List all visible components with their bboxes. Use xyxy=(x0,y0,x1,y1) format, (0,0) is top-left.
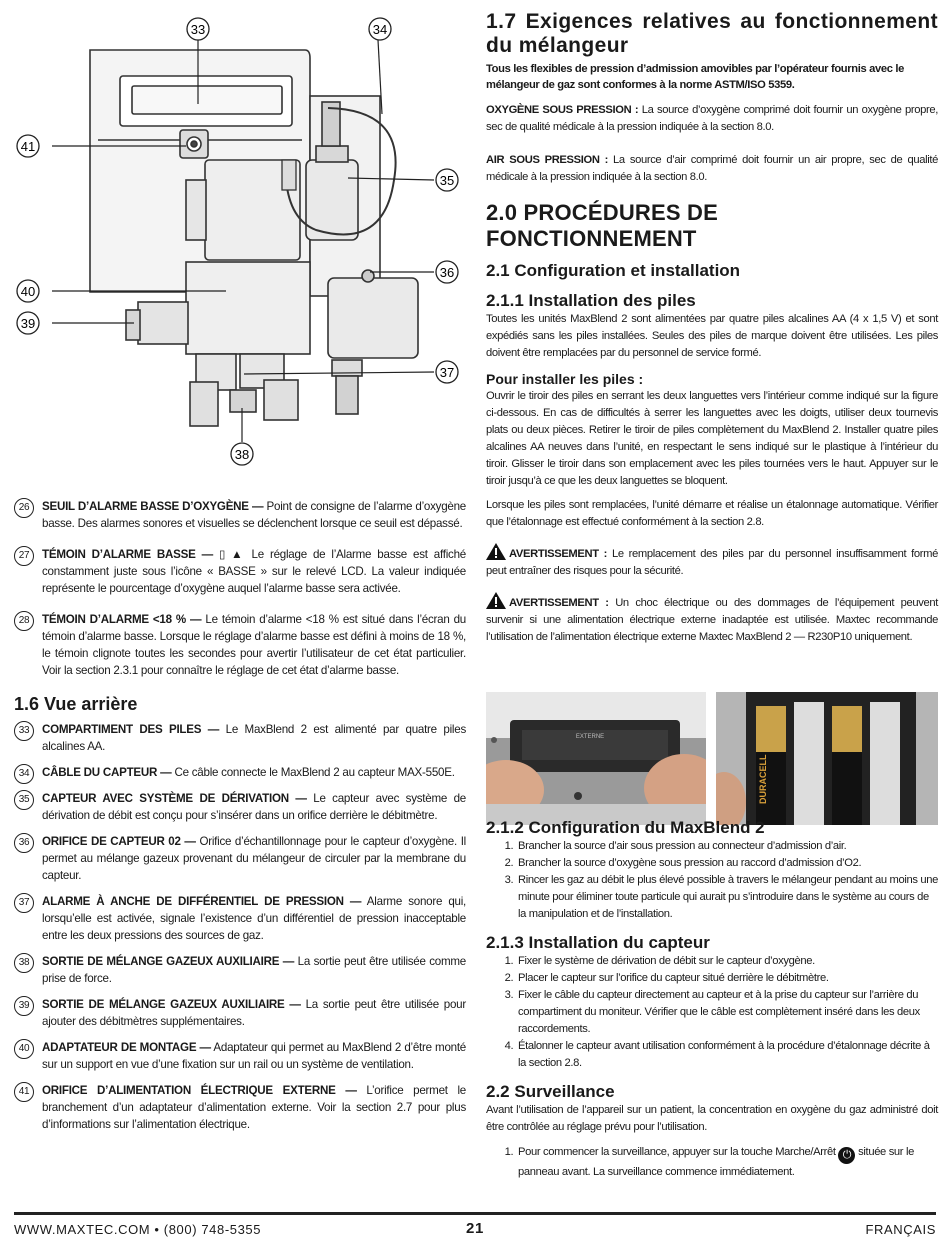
item-text: L’orifice permet le branchement d’un adaptateur d’alimentation externe. Voir la section 2.7 pour plus d’informations sur l’alimentation électrique. xyxy=(42,1084,466,1131)
item-text: Le MaxBlend 2 est alimenté par quatre piles alcalines AA. xyxy=(42,723,466,753)
warning-icon xyxy=(486,543,506,560)
item-text: Orifice d’échantillonnage pour le capteur d’oxygène. Il permet au mélange gazeux provenant du mélangeur de circuler par la membrane du capteur. xyxy=(42,835,466,882)
s17-air xyxy=(486,152,938,186)
item-number: 38 xyxy=(14,953,34,973)
item-number: 26 xyxy=(14,498,34,518)
item-number: 28 xyxy=(14,611,34,631)
item-41 xyxy=(14,1082,466,1133)
section-heading-2-1-1: 2.1.1 Installation des piles xyxy=(486,291,696,310)
item-text: La sortie peut être utilisée comme prise de force. xyxy=(42,955,467,985)
item-number: 41 xyxy=(14,1082,34,1102)
install-batteries-subheading: Pour installer les piles : xyxy=(486,371,644,387)
battery-brand: DURACELL xyxy=(758,754,768,804)
item-text: La sortie peut être utilisée pour ajouter des débitmètres supplémentaires. xyxy=(42,998,466,1028)
svg-text:35: 35 xyxy=(439,173,455,188)
callout-40 xyxy=(17,280,39,302)
warning-label: AVERTISSEMENT : xyxy=(509,548,608,560)
item-title: ORIFICE D’ALIMENTATION ÉLECTRIQUE EXTERNE — xyxy=(42,1084,357,1097)
section-heading-1-6: 1.6 Vue arrière xyxy=(14,694,138,714)
s213-steps xyxy=(486,953,938,1072)
item-title: COMPARTIMENT DES PILES — xyxy=(42,723,220,736)
item-40 xyxy=(14,1039,466,1073)
item-title: CÂBLE DU CAPTEUR — xyxy=(42,766,172,779)
list-item: 3. Fixer le câble du capteur directement au capteur et à la prise du capteur sur l’arrière du compartiment du moniteur. Vérifier que le câble est complètement inséré dans les deux raccordements. xyxy=(516,987,938,1038)
battery-compartment-photo xyxy=(716,692,938,825)
item-title: TÉMOIN D’ALARME <18 % — xyxy=(42,613,202,626)
list-item: 1. Fixer le système de dérivation de débit sur le capteur d’oxygène. xyxy=(516,953,938,970)
item-number: 40 xyxy=(14,1039,34,1059)
section-heading-2-0: 2.0 PROCÉDURES DE FONCTIONNEMENT xyxy=(486,200,719,251)
warning-text: Le remplacement des piles par du personnel insuffisamment formé peut entraîner des risques pour la sécurité. xyxy=(486,548,939,577)
callout-33 xyxy=(187,18,209,40)
callout-37 xyxy=(436,361,458,383)
item-39 xyxy=(14,996,466,1030)
item-number: 36 xyxy=(14,833,34,853)
item-title: SEUIL D’ALARME BASSE D’OXYGÈNE — xyxy=(42,500,264,513)
callout-36 xyxy=(436,261,458,283)
item-text: Adaptateur qui permet au MaxBlend 2 d’être monté sur un support en vue d’une fixation sur un rail ou un système de ventilation. xyxy=(42,1041,467,1071)
item-title: CAPTEUR AVEC SYSTÈME DE DÉRIVATION — xyxy=(42,792,307,805)
callout-38 xyxy=(231,443,253,465)
svg-text:38: 38 xyxy=(234,447,250,462)
warning-label: AVERTISSEMENT : xyxy=(509,597,609,609)
rear-view-items xyxy=(14,721,466,1133)
item-number: 37 xyxy=(14,893,34,913)
reed-alarm-box xyxy=(328,278,418,358)
callout-41 xyxy=(17,135,39,157)
warning-2 xyxy=(486,592,938,646)
item-title: SORTIE DE MÉLANGE GAZEUX AUXILIAIRE — xyxy=(42,998,301,1011)
oxygen-text: La source d’oxygène comprimé doit fournir un oxygène propre, sec de qualité médicale à la pression indiquée à la section 8.0. xyxy=(486,104,938,133)
list-item xyxy=(516,1144,938,1181)
tray-label: EXTERNE xyxy=(575,734,605,740)
battery-tray-photo xyxy=(486,692,706,825)
footer-contact: WWW.MAXTEC.COM • (800) 748-5355 xyxy=(14,1222,262,1237)
item-number: 35 xyxy=(14,790,34,810)
s17-intro: Tous les flexibles de pression d’admission amovibles par l’opérateur fournis avec le mélangeur de gaz sont conformes à la norme ASTM/ISO 5359. xyxy=(486,63,905,91)
list-item: 3. Rincer les gaz au débit le plus élevé possible à travers le mélangeur pendant au moins une minute pour éliminer toute particule qui aurait pu s’introduire dans le système au cours de la manipulation et de l’installation. xyxy=(516,872,938,923)
item-title: ORIFICE DE CAPTEUR 02 — xyxy=(42,835,196,848)
section-heading-2-1: 2.1 Configuration et installation xyxy=(486,261,741,280)
item-text: Le témoin d’alarme <18 % est situé dans l’écran du témoin d’alarme basse. Lorsque le réglage d’alarme basse est défini à moins de 18 %, le témoin clignote toutes les secondes pour avertir l’utilisateur de cet état particulier. Voir la section 2.3.1 pour connaître le réglage de cet état d’alarme basse. xyxy=(42,613,466,677)
svg-text:33: 33 xyxy=(190,22,206,37)
item-title: ALARME À ANCHE DE DIFFÉRENTIEL DE PRESSION — xyxy=(42,895,362,908)
item-number: 27 xyxy=(14,546,34,566)
air-label: AIR SOUS PRESSION : xyxy=(486,154,609,166)
footer-language: FRANÇAIS xyxy=(865,1222,936,1237)
list-item: 1. Brancher la source d’air sous pression au connecteur d’admission d’air. xyxy=(516,838,938,855)
list-item: 2. Placer le capteur sur l’orifice du capteur situé derrière le débitmètre. xyxy=(516,970,938,987)
svg-text:40: 40 xyxy=(20,284,36,299)
right-column-lower xyxy=(486,818,938,1181)
low-alarm-icon: ▯ ▲ xyxy=(219,548,246,561)
s211-text: Toutes les unités MaxBlend 2 sont alimentées par quatre piles alcalines AA (4 x 1,5 V) et sont expédiés sans les piles installées. Seules des piles de marque doivent être utilisées. Les piles doivent être remplacées par du personnel de service formé. xyxy=(486,313,938,359)
warning-icon xyxy=(486,592,506,609)
item-37 xyxy=(14,893,466,944)
s22-steps xyxy=(486,1144,938,1181)
callout-35 xyxy=(436,169,458,191)
warning-1 xyxy=(486,543,938,580)
item-33 xyxy=(14,721,466,755)
item-title: ADAPTATEUR DE MONTAGE — xyxy=(42,1041,211,1054)
page-number: 21 xyxy=(466,1220,484,1237)
item-title: SORTIE DE MÉLANGE GAZEUX AUXILIAIRE — xyxy=(42,955,295,968)
s17-oxygen xyxy=(486,102,938,136)
install-batteries-text: Ouvrir le tiroir des piles en serrant les deux languettes vers l’intérieur comme indiqué sur la figure ci-dessous. En cas de difficultés à serrer les languettes avec les doigts, utiliser deux tournevis plats ou deux pièces. Retirer le tiroir de piles complètement du MaxBlend 2. Installer quatre piles alcalines AA neuves dans l’unité, en respectant le sens indiqué sur le plastique à l’intérieur du tiroir. Glisser le tiroir dans son emplacement avec les piles tournées vers le haut. Appuyer sur le tiroir jusqu’à ce que les deux languettes se bloquent. xyxy=(486,390,938,487)
svg-text:41: 41 xyxy=(20,139,36,154)
battery-replace-text: Lorsque les piles sont remplacées, l’unité démarre et réalise un étalonnage automatique. Vérifier que l’étalonnage est effectué conformément à la section 2.8. xyxy=(486,499,938,528)
section-heading-2-1-3: 2.1.3 Installation du capteur xyxy=(486,933,710,952)
item-36 xyxy=(14,833,466,884)
callout-34 xyxy=(369,18,391,40)
item-title: TÉMOIN D’ALARME BASSE — xyxy=(42,548,213,561)
svg-text:37: 37 xyxy=(439,365,455,380)
item-text: Le réglage de l’Alarme basse est affiché constamment juste sous l’icône « BASSE » sur le relevé LCD. La valeur indiquée représente le pourcentage d’oxygène auquel l’alarme basse sera activée. xyxy=(42,548,466,595)
item-text: Ce câble connecte le MaxBlend 2 au capteur MAX-550E. xyxy=(171,766,455,779)
item-35 xyxy=(14,790,466,824)
item-27 xyxy=(14,546,466,597)
s22-text: Avant l’utilisation de l’appareil sur un patient, la concentration en oxygène du gaz administré doit être contrôlée au réglage prévu pour l’utilisation. xyxy=(486,1104,938,1133)
list-item: 4. Étalonner le capteur avant utilisation conformément à la procédure d’étalonnage décrite à la section 2.8. xyxy=(516,1038,938,1072)
power-icon: ⏻ xyxy=(838,1147,855,1164)
step-text-b: située sur le panneau avant. La surveillance commence immédiatement. xyxy=(518,1146,914,1178)
svg-text:34: 34 xyxy=(372,22,388,37)
left-column xyxy=(14,498,466,1142)
s212-steps xyxy=(486,838,938,923)
air-text: La source d’air comprimé doit fournir un air propre, sec de qualité médicale à la pression indiquée à la section 8.0. xyxy=(486,154,938,183)
oxygen-label: OXYGÈNE SOUS PRESSION : xyxy=(486,104,639,116)
callout-39 xyxy=(17,312,39,334)
item-text: Alarme sonore qui, lorsqu’elle est activée, signale l’existence d’un différentiel de pression inacceptable entre les deux pressions des sources de gaz. xyxy=(42,895,467,942)
step-text-a: Pour commencer la surveillance, appuyer sur la touche Marche/Arrêt xyxy=(518,1146,839,1158)
item-26 xyxy=(14,498,466,532)
section-heading-1-7: 1.7 Exigences relatives au fonctionnement du mélangeur xyxy=(486,10,938,57)
svg-text:36: 36 xyxy=(439,265,455,280)
item-number: 39 xyxy=(14,996,34,1016)
item-number: 33 xyxy=(14,721,34,741)
item-38 xyxy=(14,953,466,987)
svg-text:39: 39 xyxy=(20,316,36,331)
rear-view-diagram xyxy=(10,10,470,470)
item-34 xyxy=(14,764,466,781)
right-column xyxy=(486,10,938,646)
item-text: Le capteur avec système de dérivation de débit est conçu pour s’insérer dans un orifice derrière le débitmètre. xyxy=(42,792,466,822)
warning-text: Un choc électrique ou des dommages de l’équipement peuvent survenir si une alimentation électrique externe inadaptée est utilisée. Maxtec recommande l’utilisation de l’alimentation électrique externe Maxtec MaxBlend 2 — R230P10 uniquement. xyxy=(486,597,938,643)
item-28 xyxy=(14,611,466,679)
item-number: 34 xyxy=(14,764,34,784)
section-heading-2-1-2: 2.1.2 Configuration du MaxBlend 2 xyxy=(486,818,765,837)
section-heading-2-2: 2.2 Surveillance xyxy=(486,1082,615,1101)
footer-rule xyxy=(14,1212,936,1215)
item-text: Point de consigne de l’alarme d’oxygène basse. Des alarmes sonores et visuelles se déclenchent lorsque ce seuil est dépassé. xyxy=(42,500,466,530)
list-item: 2. Brancher la source d’oxygène sous pression au raccord d’admission d’O2. xyxy=(516,855,938,872)
